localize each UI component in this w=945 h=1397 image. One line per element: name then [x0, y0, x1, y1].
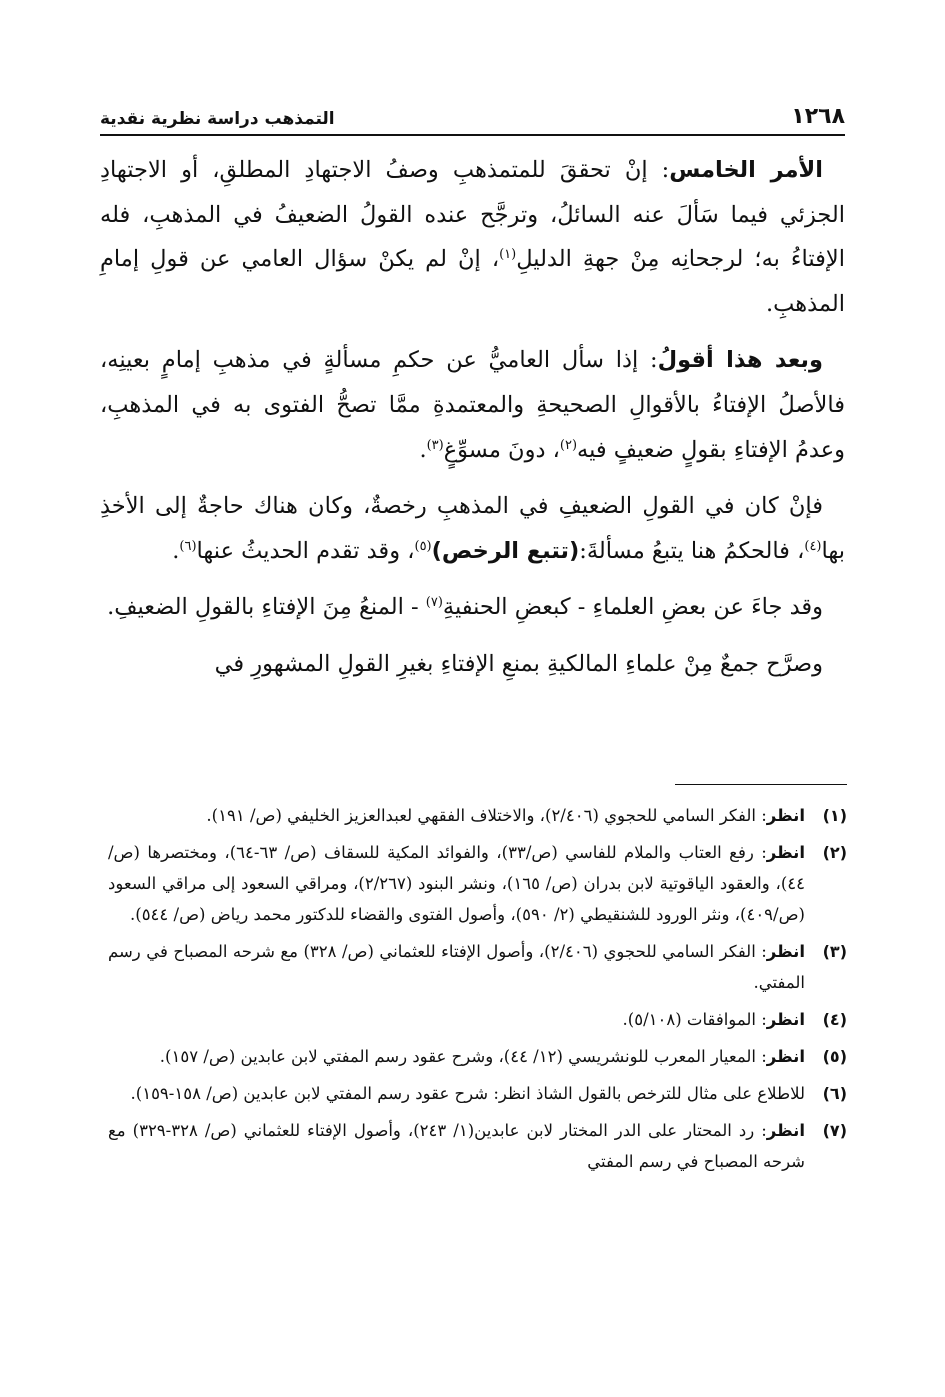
- paragraph-text: ، فالحكمُ هنا يتبعُ مسألةَ:: [579, 537, 805, 564]
- footnote-see: انظر: [766, 942, 805, 961]
- paragraph-3: [100, 484, 845, 573]
- footnote-item: [108, 1078, 847, 1109]
- footnote-text: [108, 1078, 805, 1109]
- paragraph-text: .: [172, 537, 180, 564]
- paragraph-5: [100, 642, 845, 687]
- footnote-see: انظر: [766, 1047, 805, 1066]
- footnote-item: [108, 936, 847, 998]
- footnote-body: : رد المحتار على الدر المختار لابن عابدين(١/ ٢٤٣)، وأصول الإفتاء للعثماني (ص/ ٣٢٨-٣٢٩) مع شرحه المصباح في رسم المفتي: [108, 1121, 805, 1171]
- emphasized-term: (تتبع الرخص): [431, 537, 580, 564]
- footnote-see: انظر: [766, 1121, 805, 1140]
- paragraph-1: [100, 148, 845, 326]
- footnote-number: (٧): [822, 1121, 847, 1140]
- footnote-separator: [675, 784, 847, 785]
- footnote-body: : الموافقات (٥/١٠٨).: [622, 1010, 767, 1029]
- footnote-body: : الفكر السامي للحجوي (٢/٤٠٦)، والاختلاف الفقهي لعبدالعزيز الخليفي (ص/ ١٩١).: [206, 806, 767, 825]
- footnotes: [108, 800, 847, 1183]
- footnote-text: [108, 1004, 805, 1035]
- paragraph-text: فإنْ كان في القولِ الضعيفِ في المذهبِ رخصةٌ، وكان هناك حاجةٌ إلى الأخذِ بها: [100, 493, 845, 564]
- footnote-text: [108, 1115, 805, 1177]
- footnote-text: [108, 800, 805, 831]
- footnote-ref[interactable]: (٤): [804, 538, 822, 554]
- footnote-body: : رفع العتاب والملام للفاسي (ص/٣٣)، والفوائد المكية للسقاف (ص/ ٦٣-٦٤)، ومختصرها (ص/ ٤٤)، والعقود الياقوتية لابن بدران (ص/ ١٦٥)، ونشر البنود (٢/٢٦٧)، ومراقي السعود إلى مراقي السعود (ص/٤٠٩)، ونثر الورود للشنقيطي (٢/ ٥٩٠)، وأصول الفتوى والقضاء للدكتور محمد رياض (ص/ ٥٤٤).: [108, 843, 805, 924]
- paragraph-lead: وبعد هذا أقولُ: [657, 347, 823, 374]
- footnote-text: [108, 837, 805, 930]
- footnote-body: : المعيار المعرب للونشريسي (١٢/ ٤٤)، وشرح عقود رسم المفتي لابن عابدين (ص/ ١٥٧).: [159, 1047, 767, 1066]
- footnote-see: انظر: [766, 806, 805, 825]
- running-title: التمذهب دراسة نظرية نقدية: [100, 109, 335, 129]
- footnote-text: [108, 936, 805, 998]
- page-number: ١٢٦٨: [791, 104, 845, 129]
- paragraph-text: .: [419, 436, 427, 463]
- footnote-number: (٥): [822, 1047, 847, 1066]
- paragraph-text: وقد جاءَ عن بعضِ العلماءِ - كبعضِ الحنفيةِ: [442, 594, 823, 621]
- footnote-item: [108, 1115, 847, 1177]
- footnote-see: انظر: [766, 1010, 805, 1029]
- footnote-item: [108, 1041, 847, 1072]
- page-header: [100, 92, 845, 132]
- footnote-text: [108, 1041, 805, 1072]
- footnote-body: للاطلاع على مثال للترخص بالقول الشاذ انظر: شرح عقود رسم المفتي لابن عابدين (ص/ ١٥٨-١٥٩).: [130, 1084, 805, 1103]
- footnote-number: (٣): [822, 942, 847, 961]
- footnote-item: [108, 800, 847, 831]
- paragraph-lead: الأمر الخامس: [669, 157, 823, 183]
- paragraph-4: [100, 585, 845, 630]
- footnote-body: : الفكر السامي للحجوي (٢/٤٠٦)، وأصول الإفتاء للعثماني (ص/ ٣٢٨) مع شرحه المصباح في رسم المفتي.: [108, 942, 805, 992]
- paragraph-text: : إنْ تحققَ للمتمذهبِ وصفُ الاجتهادِ المطلقِ، أو الاجتهادِ الجزئي فيما سَألَ عنه السائلُ، وترجَّح عنده القولُ الضعيفُ في المذهبِ، فله الإفتاءُ به؛ لرجحانِه مِنْ جهةِ الدليلِ: [100, 157, 845, 273]
- footnote-see: انظر: [766, 843, 805, 862]
- paragraph-text: ، وقد تقدم الحديثُ عنها: [196, 537, 415, 564]
- footnote-ref[interactable]: (٧): [425, 595, 443, 611]
- footnote-number: (١): [822, 806, 847, 825]
- footnote-number: (٦): [822, 1084, 847, 1103]
- header-rule: [100, 134, 845, 136]
- footnote-ref[interactable]: (١): [499, 247, 517, 263]
- footnote-ref[interactable]: (٥): [414, 538, 432, 554]
- paragraph-text: ، دونَ مسوِّغٍ: [443, 436, 560, 463]
- main-text: [100, 148, 845, 699]
- footnote-ref[interactable]: (٢): [559, 437, 578, 453]
- footnote-number: (٢): [822, 843, 847, 862]
- paragraph-text: - المنعُ مِنَ الإفتاءِ بالقولِ الضعيفِ.: [107, 594, 426, 621]
- paragraph-text: : إذا سأل العاميُّ عن حكمِ مسألةٍ في مذهبِ إمامٍ بعينِه، فالأصلُ الإفتاءُ بالأقوالِ الصحيحةِ والمعتمدةِ ممَّا تصحُّ الفتوى به في المذهبِ، وعدمُ الإفتاءِ بقولٍ ضعيفٍ فيه: [100, 347, 845, 463]
- footnote-item: [108, 1004, 847, 1035]
- paragraph-2: [100, 338, 845, 472]
- paragraph-text: وصرَّح جمعٌ مِنْ علماءِ المالكيةِ بمنعِ الإفتاءِ بغيرِ القولِ المشهورِ في: [214, 650, 823, 677]
- footnote-ref[interactable]: (٦): [179, 538, 197, 554]
- paragraph-text: ، إنْ لم يكنْ سؤال العامي عن قولِ إمامِ المذهبِ.: [100, 246, 845, 317]
- footnote-number: (٤): [822, 1010, 847, 1029]
- footnote-ref[interactable]: (٣): [426, 437, 444, 453]
- footnote-item: [108, 837, 847, 930]
